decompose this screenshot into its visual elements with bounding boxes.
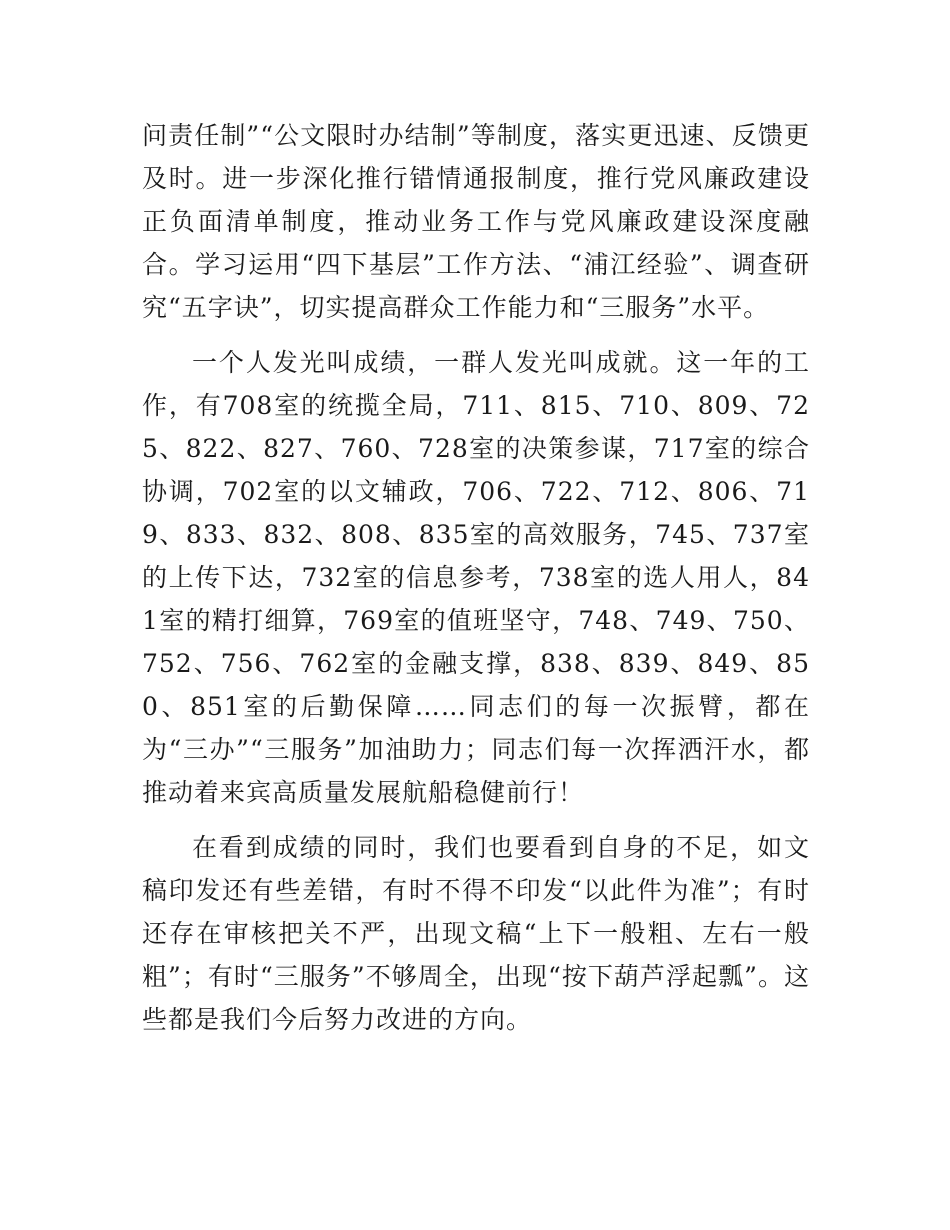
document-body (142, 114, 810, 1053)
paragraph-shortcomings: 在看到成绩的同时，我们也要看到自身的不足，如文稿印发还有些差错，有时不得不印发“以此件为准”；有时还存在审核把关不严，出现文稿“上下一般粗、左右一般粗”；有时“三服务”不够周全，出现“按下葫芦浮起瓢”。这些都是我们今后努力改进的方向。 (142, 833, 810, 1034)
paragraph-achievements: 一个人发光叫成绩，一群人发光叫成就。这一年的工作，有708室的统揽全局，711、815、710、809、725、822、827、760、728室的决策参谋，717室的综合协调，702室的以文辅政，706、722、712、806、719、833、832、808、835室的高效服务，745、737室的上传下达，732室的信息参考，738室的选人用人，841室的精打细算，769室的值班坚守，748、749、750、752、756、762室的金融支撑，838、839、849、850、851室的后勤保障……同志们的每一次振臂，都在为“三办”“三服务”加油助力；同志们每一次挥洒汗水，都推动着来宾高质量发展航船稳健前行！ (142, 348, 810, 807)
paragraph-responsibility-system: 问责任制”“公文限时办结制”等制度，落实更迅速、反馈更及时。进一步深化推行错情通报制度，推行党风廉政建设正负面清单制度，推动业务工作与党风廉政建设深度融合。学习运用“四下基层”工作方法、“浦江经验”、调查研究“五字诀”，切实提高群众工作能力和“三服务”水平。 (142, 121, 810, 322)
